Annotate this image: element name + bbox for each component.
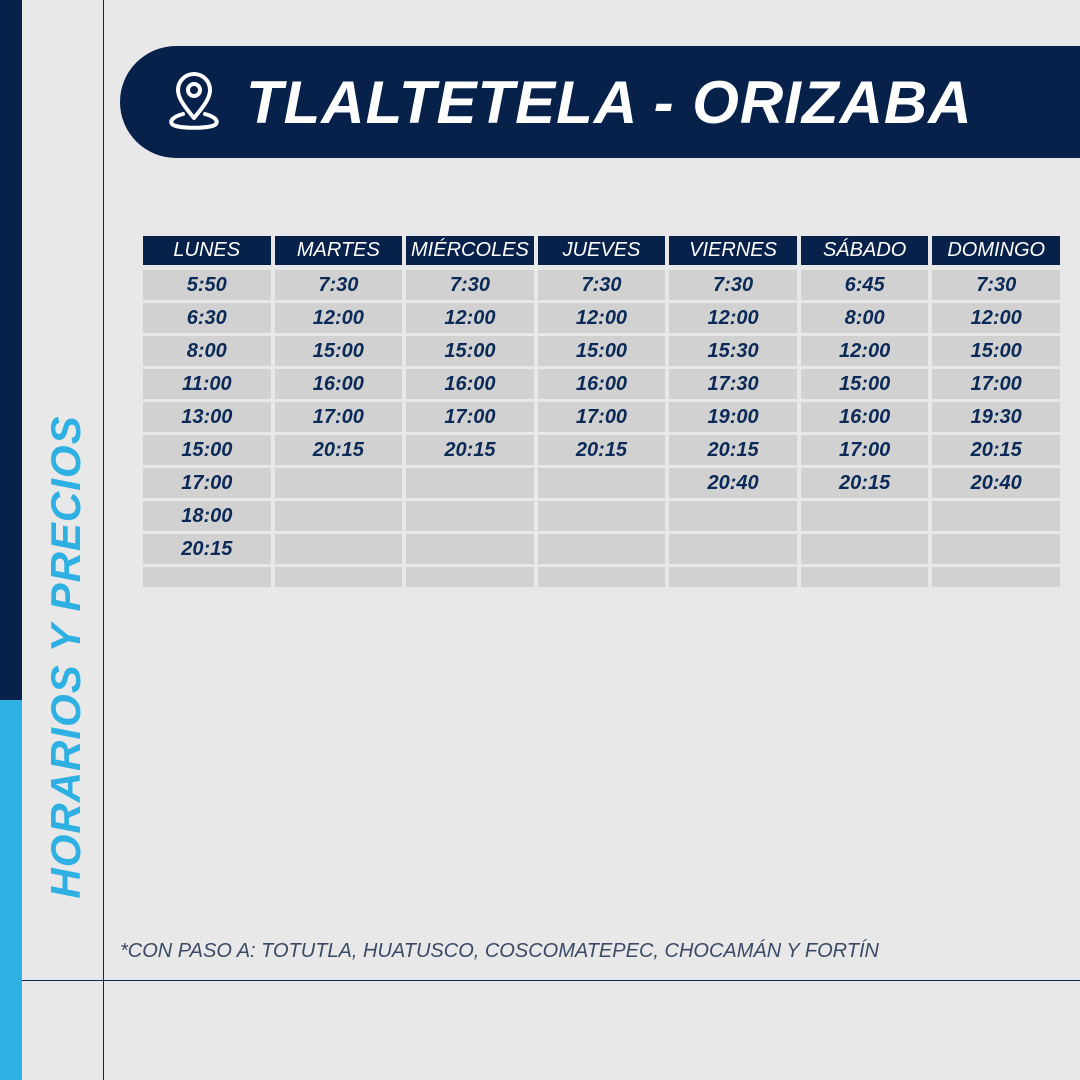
day-column <box>538 236 666 587</box>
day-column <box>932 236 1060 587</box>
departure-time-cell: 17:00 <box>932 369 1060 399</box>
departure-time-cell: 15:00 <box>801 369 929 399</box>
departure-time-cell: 6:45 <box>801 270 929 300</box>
departure-time-cell <box>406 501 534 531</box>
departure-time-cell <box>406 534 534 564</box>
departure-time-cell: 13:00 <box>143 402 271 432</box>
departure-time-cell: 12:00 <box>801 336 929 366</box>
departure-time-cell: 12:00 <box>538 303 666 333</box>
departure-time-cell: 19:30 <box>932 402 1060 432</box>
departure-time-cell: 20:15 <box>932 435 1060 465</box>
departure-time-cell: 7:30 <box>538 270 666 300</box>
departure-time-cell: 20:15 <box>538 435 666 465</box>
departure-time-cell: 15:00 <box>538 336 666 366</box>
departure-time-cell: 20:40 <box>932 468 1060 498</box>
route-title: TLALTETELA - ORIZABA <box>246 68 973 136</box>
departure-time-cell: 20:15 <box>275 435 403 465</box>
route-stops-note: *CON PASO A: TOTUTLA, HUATUSCO, COSCOMATEPEC, CHOCAMÁN Y FORTÍN <box>120 940 879 962</box>
departure-time-cell: 12:00 <box>932 303 1060 333</box>
departure-time-cell <box>406 468 534 498</box>
departure-time-cell <box>932 501 1060 531</box>
empty-cell <box>143 567 271 587</box>
day-header: JUEVES <box>538 236 666 265</box>
departure-time-cell: 11:00 <box>143 369 271 399</box>
departure-time-cell: 12:00 <box>275 303 403 333</box>
day-column <box>275 236 403 587</box>
departure-time-cell: 17:00 <box>801 435 929 465</box>
day-header: MIÉRCOLES <box>406 236 534 265</box>
departure-time-cell: 12:00 <box>669 303 797 333</box>
day-header: SÁBADO <box>801 236 929 265</box>
empty-cell <box>669 567 797 587</box>
departure-time-cell: 20:40 <box>669 468 797 498</box>
departure-time-cell: 8:00 <box>143 336 271 366</box>
day-header: DOMINGO <box>932 236 1060 265</box>
departure-time-cell: 5:50 <box>143 270 271 300</box>
day-column <box>143 236 271 587</box>
departure-time-cell: 17:00 <box>275 402 403 432</box>
departure-time-cell <box>932 534 1060 564</box>
day-header: VIERNES <box>669 236 797 265</box>
departure-time-cell: 17:30 <box>669 369 797 399</box>
side-title: HORARIOS Y PRECIOS <box>42 415 89 899</box>
departure-time-cell <box>801 501 929 531</box>
empty-cell <box>275 567 403 587</box>
departure-time-cell <box>669 534 797 564</box>
day-header: LUNES <box>143 236 271 265</box>
departure-time-cell: 16:00 <box>275 369 403 399</box>
departure-time-cell <box>275 501 403 531</box>
departure-time-cell: 20:15 <box>801 468 929 498</box>
departure-time-cell <box>538 468 666 498</box>
departure-time-cell <box>538 534 666 564</box>
schedule-table <box>143 236 1060 587</box>
empty-cell <box>406 567 534 587</box>
departure-time-cell: 18:00 <box>143 501 271 531</box>
departure-time-cell <box>275 468 403 498</box>
empty-cell <box>932 567 1060 587</box>
departure-time-cell: 16:00 <box>801 402 929 432</box>
left-accent-stripe-dark <box>0 0 22 700</box>
departure-time-cell: 12:00 <box>406 303 534 333</box>
departure-time-cell: 15:00 <box>143 435 271 465</box>
departure-time-cell: 15:00 <box>932 336 1060 366</box>
departure-time-cell <box>538 501 666 531</box>
departure-time-cell: 20:15 <box>143 534 271 564</box>
departure-time-cell: 16:00 <box>538 369 666 399</box>
departure-time-cell: 7:30 <box>406 270 534 300</box>
departure-time-cell: 19:00 <box>669 402 797 432</box>
empty-cell <box>801 567 929 587</box>
departure-time-cell: 17:00 <box>538 402 666 432</box>
left-accent-stripe-light <box>0 700 22 1080</box>
vertical-divider <box>103 0 104 1080</box>
departure-time-cell: 15:00 <box>406 336 534 366</box>
departure-time-cell: 20:15 <box>669 435 797 465</box>
departure-time-cell: 20:15 <box>406 435 534 465</box>
departure-time-cell: 8:00 <box>801 303 929 333</box>
departure-time-cell: 15:30 <box>669 336 797 366</box>
departure-time-cell: 16:00 <box>406 369 534 399</box>
route-header <box>120 46 1080 158</box>
day-header: MARTES <box>275 236 403 265</box>
departure-time-cell: 17:00 <box>406 402 534 432</box>
departure-time-cell: 7:30 <box>275 270 403 300</box>
horizontal-divider <box>22 980 1080 981</box>
departure-time-cell: 15:00 <box>275 336 403 366</box>
departure-time-cell <box>669 501 797 531</box>
departure-time-cell: 7:30 <box>932 270 1060 300</box>
day-column <box>801 236 929 587</box>
departure-time-cell <box>275 534 403 564</box>
departure-time-cell <box>801 534 929 564</box>
departure-time-cell: 6:30 <box>143 303 271 333</box>
day-column <box>669 236 797 587</box>
departure-time-cell: 7:30 <box>669 270 797 300</box>
departure-time-cell: 17:00 <box>143 468 271 498</box>
location-pin-icon <box>166 70 222 134</box>
empty-cell <box>538 567 666 587</box>
day-column <box>406 236 534 587</box>
